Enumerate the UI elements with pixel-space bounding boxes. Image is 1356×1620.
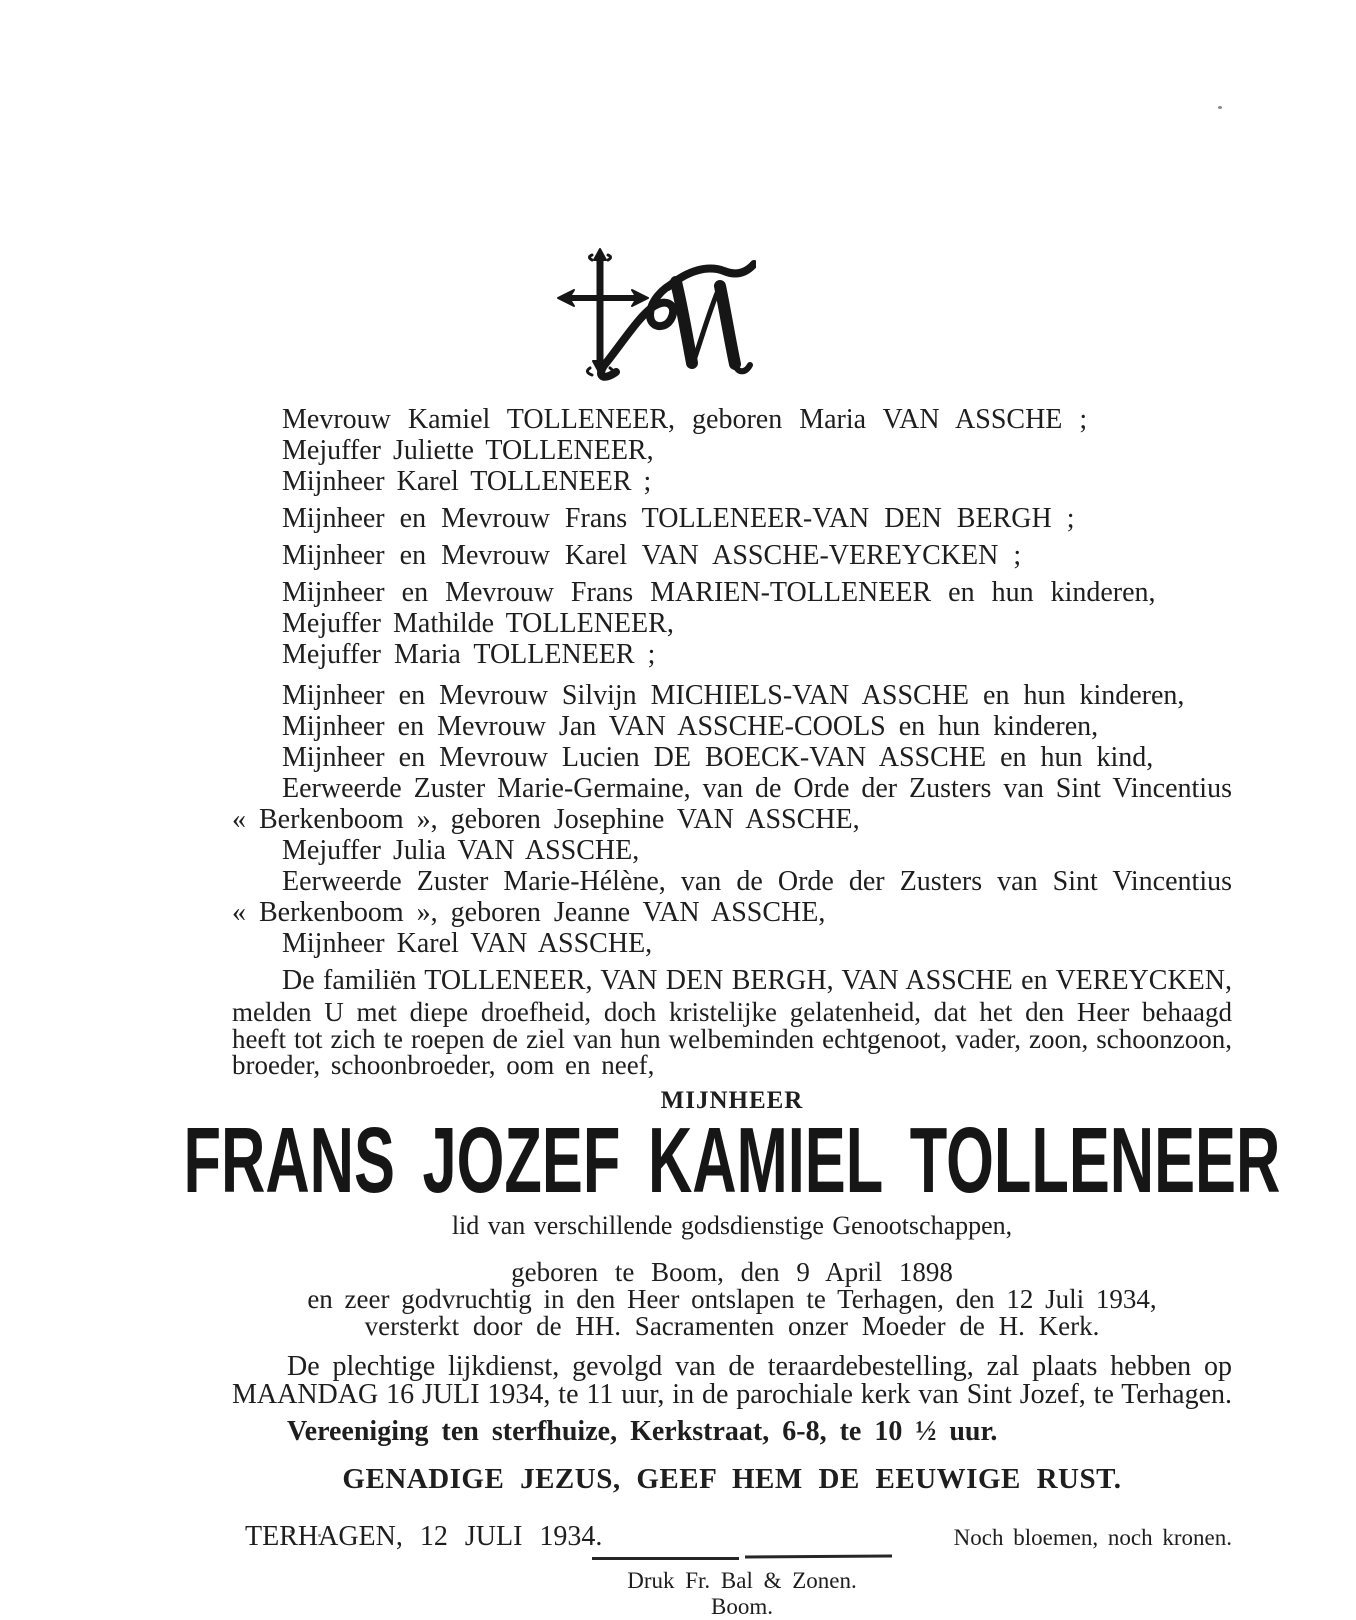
family-line: Mijnheer en Mevrouw Lucien DE BOECK-VAN ASSCHE en hun kind, [282, 742, 1154, 773]
deceased-title: MIJNHEER [660, 1086, 804, 1114]
family-line: Mijnheer Karel TOLLENEER ; [282, 466, 652, 497]
family-list [232, 404, 1232, 996]
death-line: en zeer godvruchtig in den Heer ontslapen te Terhagen, den 12 Juli 1934, [307, 1283, 1157, 1314]
family-line: « Berkenboom », geboren Jeanne VAN ASSCHE, [232, 897, 826, 928]
family-line: Mejuffer Maria TOLLENEER ; [282, 639, 656, 670]
family-line: Mijnheer en Mevrouw Karel VAN ASSCHE-VEREYCKEN ; [282, 540, 1022, 571]
deceased-name-row [183, 1107, 1281, 1212]
family-line: Eerweerde Zuster Marie-Hélène, van de Orde der Zusters van Sint Vincentius [282, 866, 1232, 897]
printer-rule [592, 1557, 892, 1560]
cross-and-script-m-monogram-icon [556, 246, 756, 388]
no-flowers-note: Noch bloemen, noch kronen. [953, 1524, 1232, 1550]
birth-line: geboren te Boom, den 9 April 1898 [511, 1256, 953, 1287]
intro-line: heeft tot zich te roepen de ziel van hun welbeminden echtgenoot, vader, zoon, schoonzoon, [232, 1023, 1232, 1054]
family-line: Mejuffer Mathilde TOLLENEER, [282, 608, 674, 639]
family-line: « Berkenboom », geboren Josephine VAN ASSCHE, [232, 804, 860, 835]
family-line: Mejuffer Juliette TOLLENEER, [282, 435, 654, 466]
sacraments-line: versterkt door de HH. Sacramenten onzer Moeder de H. Kerk. [364, 1310, 1100, 1341]
scan-speck [1218, 106, 1222, 109]
family-line: Mejuffer Julia VAN ASSCHE, [282, 835, 640, 866]
family-line: Mijnheer en Mevrouw Jan VAN ASSCHE-COOLS en hun kinderen, [282, 711, 1099, 742]
family-line: Mijnheer en Mevrouw Silvijn MICHIELS-VAN ASSCHE en hun kinderen, [282, 680, 1185, 711]
announcement-body [183, 404, 1281, 1620]
footer-row [232, 1521, 1232, 1553]
deceased-name: FRANS JOZEF KAMIEL TOLLENEER [183, 1107, 1281, 1212]
place-date: TERHAGEN, 12 JULI 1934. [245, 1520, 603, 1552]
prayer-line: GENADIGE JEZUS, GEEF HEM DE EEUWIGE RUST. [342, 1462, 1122, 1495]
gathering-line: Vereeniging ten sterfhuize, Kerkstraat, 6-8, te 10 ½ uur. [287, 1415, 998, 1447]
family-line: Mijnheer Karel VAN ASSCHE, [282, 928, 653, 959]
family-line: Eerweerde Zuster Marie-Germaine, van de Orde der Zusters van Sint Vincentius [282, 773, 1232, 804]
service-line: De plechtige lijkdienst, gevolgd van de teraardebestelling, zal plaats hebben op [287, 1350, 1232, 1382]
printer-credit [592, 1557, 892, 1620]
intro-paragraph [232, 999, 1232, 1079]
family-line: Mijnheer en Mevrouw Frans MARIEN-TOLLENEER en hun kinderen, [282, 577, 1156, 608]
membership-line: lid van verschillende godsdienstige Genootschappen, [451, 1210, 1013, 1240]
family-line: Mijnheer en Mevrouw Frans TOLLENEER-VAN DEN BERGH ; [282, 503, 1075, 534]
family-line: Mevrouw Kamiel TOLLENEER, geboren Maria VAN ASSCHE ; [282, 404, 1088, 435]
intro-line: melden U met diepe droefheid, doch kristelijke gelatenheid, dat het den Heer behaagd [232, 997, 1232, 1027]
family-line: De familiën TOLLENEER, VAN DEN BERGH, VAN ASSCHE en VEREYCKEN, [282, 965, 1232, 996]
printer-text: Druk Fr. Bal & Zonen. Boom. [627, 1567, 857, 1619]
service-line: MAANDAG 16 JULI 1934, te 11 uur, in de parochiale kerk van Sint Jozef, te Terhagen. [232, 1378, 1232, 1410]
intro-line: broeder, schoonbroeder, oom en neef, [232, 1050, 655, 1080]
funeral-service-paragraph [232, 1350, 1232, 1447]
